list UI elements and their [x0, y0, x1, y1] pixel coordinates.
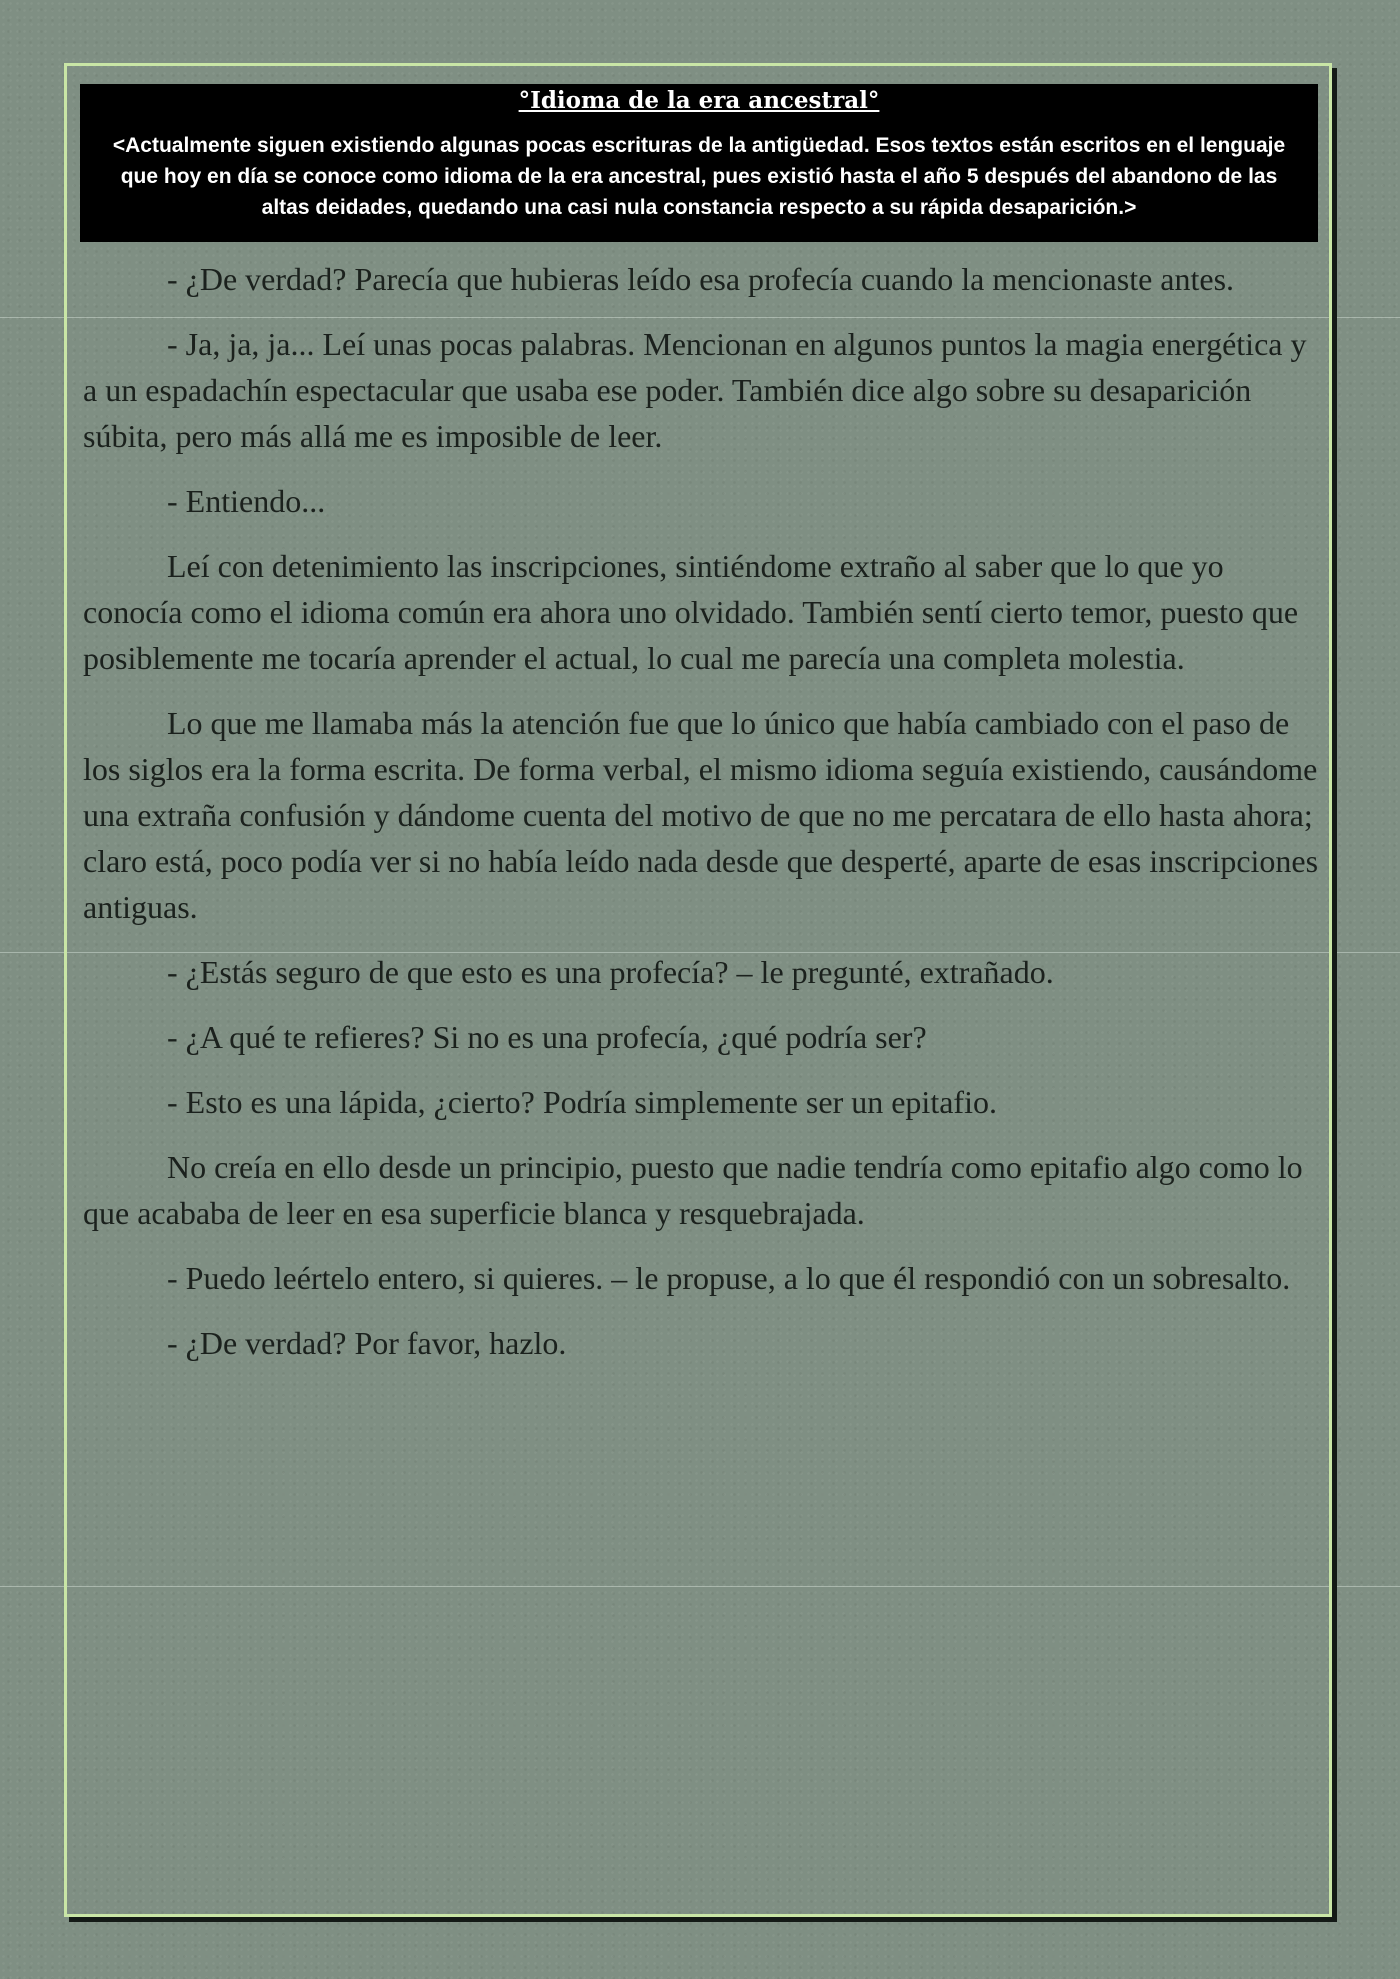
paragraph: - Ja, ja, ja... Leí unas pocas palabras. Mencionan en algunos puntos la magia energética y a un espadachín espectacular que usaba ese poder. También dice algo sobre su desaparición súbita, pero más allá me es imposible de leer.	[83, 326, 1307, 454]
paragraph: - ¿De verdad? Por favor, hazlo.	[167, 1325, 567, 1361]
story-text	[83, 256, 1323, 1385]
paragraph: - ¿Estás seguro de que esto es una profecía? – le pregunté, extrañado.	[167, 954, 1054, 990]
paragraph: - Puedo leértelo entero, si quieres. – le propuse, a lo que él respondió con un sobresalto.	[167, 1260, 1291, 1296]
paragraph: - Esto es una lápida, ¿cierto? Podría simplemente ser un epitafio.	[167, 1084, 997, 1120]
paragraph: No creía en ello desde un principio, puesto que nadie tendría como epitafio algo como lo que acababa de leer en esa superficie blanca y resquebrajada.	[83, 1149, 1303, 1231]
paragraph: - ¿De verdad? Parecía que hubieras leído esa profecía cuando la mencionaste antes.	[167, 261, 1235, 297]
note-text: <Actualmente siguen existiendo algunas pocas escrituras de la antigüedad. Esos textos están escritos en el lenguaje que hoy en día se conoce como idioma de la era ancestral, pues existió hasta el año 5 después del abandono de las altas deidades, quedando una casi nula constancia respecto a su rápida desaparición.>	[112, 134, 1286, 219]
paragraph: - ¿A qué te refieres? Si no es una profecía, ¿qué podría ser?	[167, 1019, 927, 1055]
paragraph: Lo que me llamaba más la atención fue que lo único que había cambiado con el paso de los siglos era la forma escrita. De forma verbal, el mismo idioma seguía existiendo, causándome una extraña confusión y dándome cuenta del motivo de que no me percatara de ello hasta ahora; claro está, poco podía ver si no había leído nada desde que desperté, aparte de esas inscripciones antiguas.	[83, 705, 1319, 925]
glossary-note-box	[80, 84, 1318, 242]
paragraph: - Entiendo...	[167, 483, 326, 519]
paragraph: Leí con detenimiento las inscripciones, sintiéndome extraño al saber que lo que yo conocía como el idioma común era ahora uno olvidado. También sentí cierto temor, puesto que posiblemente me tocaría aprender el actual, lo cual me parecía una completa molestia.	[83, 548, 1299, 676]
note-title-text: °Idioma de la era ancestral°	[518, 87, 880, 114]
note-title	[94, 84, 1304, 118]
